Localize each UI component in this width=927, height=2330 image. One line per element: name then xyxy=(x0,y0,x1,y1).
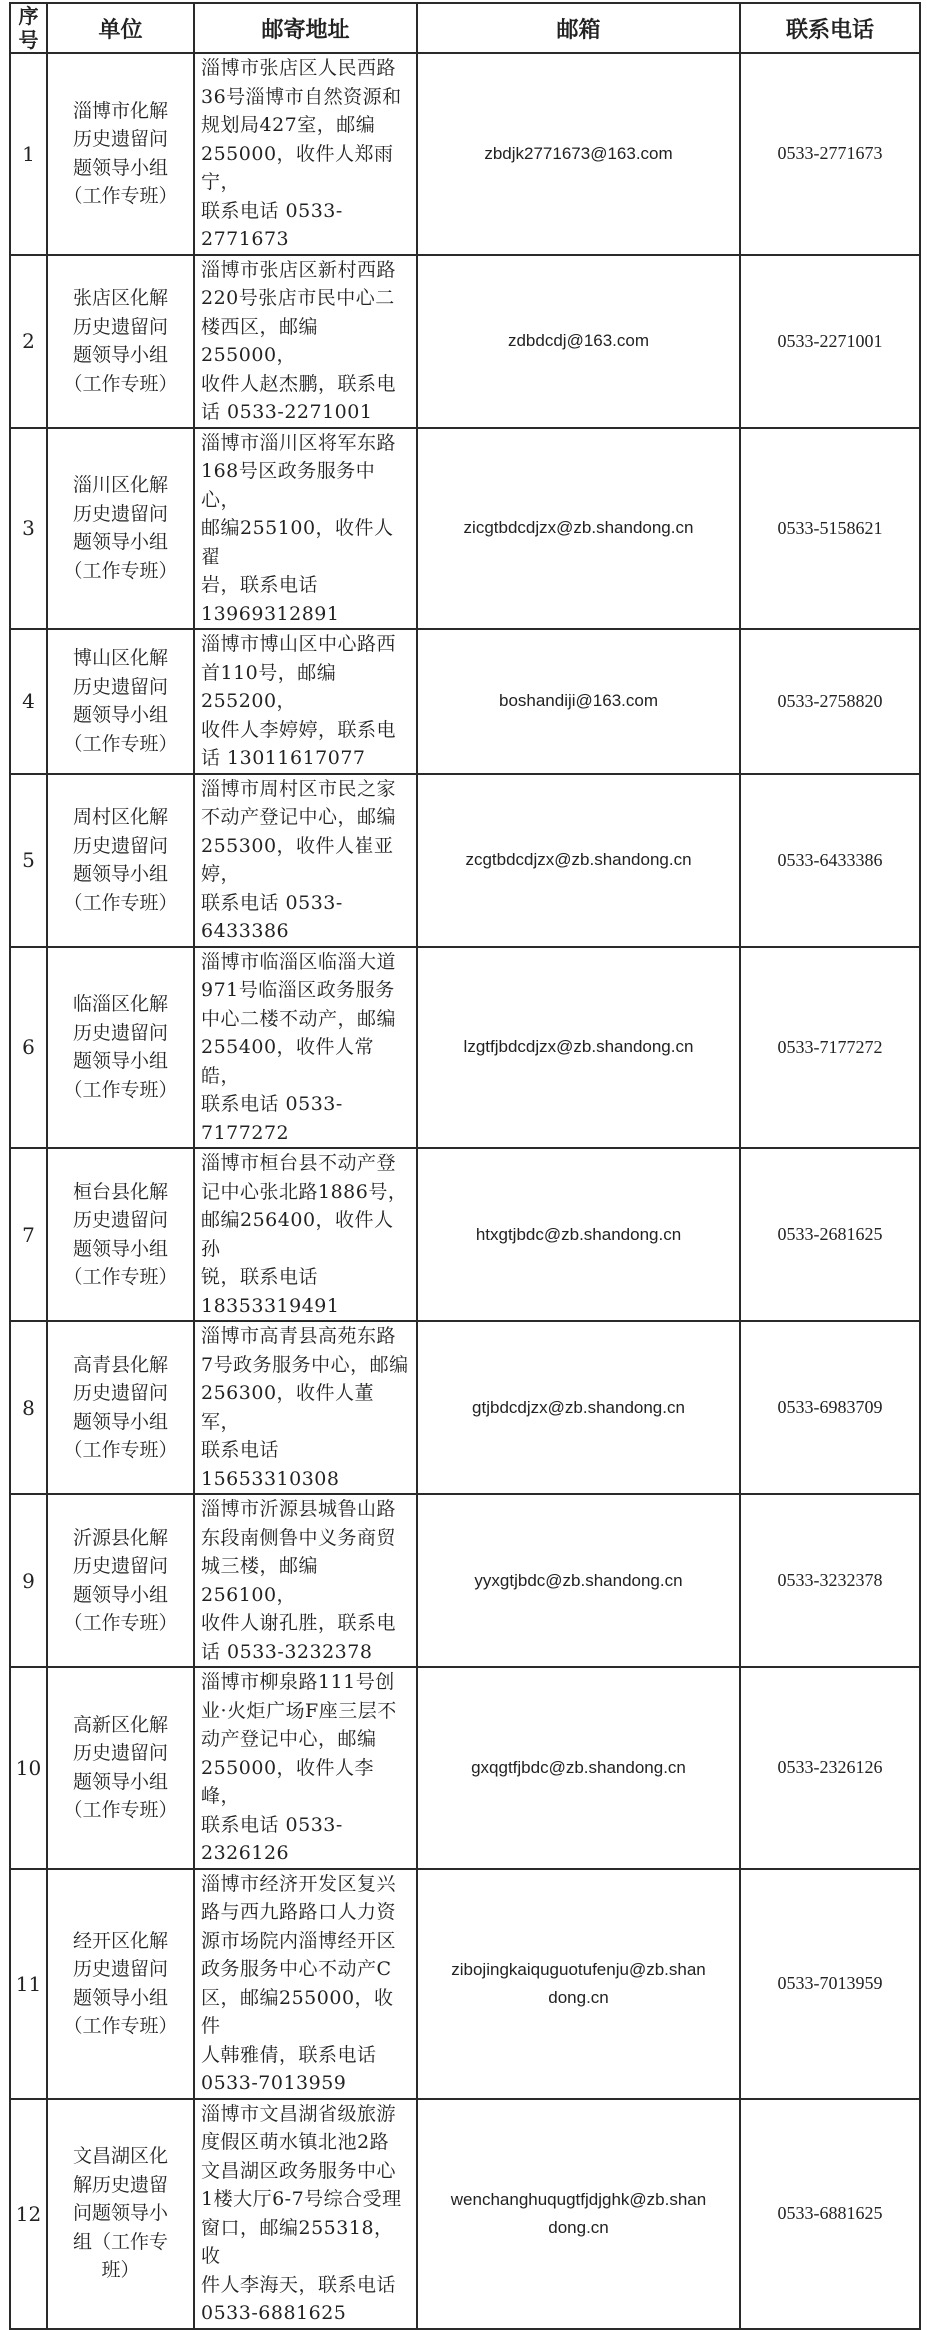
unit-cell xyxy=(47,1667,194,1869)
address-cell xyxy=(194,1494,417,1667)
row-number-text: 12 xyxy=(15,2201,42,2226)
address-cell-text: 淄博市临淄区临淄大道 971号临淄区政务服务 中心二楼不动产，邮编 255400，收件人常皓， 联系电话 0533-7177272 xyxy=(201,950,397,1144)
address-cell-text: 淄博市博山区中心路西 首110号，邮编255200， 收件人李婷婷，联系电 话 13011617077 xyxy=(201,633,397,769)
row-number-text: 9 xyxy=(22,1568,35,1593)
unit-cell-text: 淄川区化解 历史遗留问 题领导小组 （工作专班） xyxy=(63,474,178,582)
table-row xyxy=(10,2099,920,2329)
phone-cell xyxy=(740,774,920,947)
email-cell-text: zcgtbdcdjzx@zb.shandong.cn xyxy=(465,850,692,869)
email-cell[interactable] xyxy=(417,1667,740,1869)
row-number-text: 1 xyxy=(22,141,35,166)
address-cell-text: 淄博市淄川区将军东路 168号区政务服务中心， 邮编255100，收件人翟 岩，联系电话 13969312891 xyxy=(201,431,397,625)
unit-cell xyxy=(47,53,194,255)
row-number-text: 11 xyxy=(15,1971,42,1996)
email-cell[interactable] xyxy=(417,53,740,255)
phone-cell-text: 0533-2681625 xyxy=(777,1224,883,1244)
table-row xyxy=(10,255,920,428)
address-cell-text: 淄博市张店区人民西路 36号淄博市自然资源和 规划局427室，邮编 255000，收件人郑雨宁， 联系电话 0533-2771673 xyxy=(201,57,402,250)
phone-cell-text: 0533-2758820 xyxy=(777,690,883,711)
phone-cell-text: 0533-2326126 xyxy=(777,1757,883,1778)
address-cell xyxy=(194,1667,417,1869)
table-row xyxy=(10,1494,920,1667)
unit-cell-text: 经开区化解 历史遗留问 题领导小组 （工作专班） xyxy=(63,1929,178,2037)
unit-cell xyxy=(47,1321,194,1494)
email-cell-text: zibojingkaiquguotufenju@zb.shan dong.cn xyxy=(451,1959,706,2007)
unit-cell-text: 高新区化解 历史遗留问 题领导小组 （工作专班） xyxy=(63,1713,178,1822)
address-cell xyxy=(194,774,417,947)
row-number xyxy=(10,1148,47,1321)
table-row xyxy=(10,774,920,947)
contact-table xyxy=(9,2,921,2330)
row-number-text: 6 xyxy=(22,1035,35,1060)
address-cell xyxy=(194,947,417,1149)
address-cell-text: 淄博市高青县高苑东路 7号政务服务中心，邮编 256300，收件人董军， 联系电话 15653310308 xyxy=(201,1325,409,1490)
address-cell xyxy=(194,2099,417,2329)
row-number-text: 5 xyxy=(22,848,35,872)
address-cell xyxy=(194,1869,417,2099)
phone-cell-text: 0533-5158621 xyxy=(777,517,883,538)
address-cell-text: 淄博市桓台县不动产登 记中心张北路1886号， 邮编256400，收件人孙 锐，联系电话 18353319491 xyxy=(201,1152,408,1317)
phone-cell xyxy=(740,1869,920,2099)
header-address: 邮寄地址 xyxy=(194,3,417,53)
unit-cell xyxy=(47,947,194,1149)
row-number xyxy=(10,428,47,630)
row-number xyxy=(10,1494,47,1667)
phone-cell-text: 0533-2271001 xyxy=(777,330,883,351)
phone-cell-text: 0533-7013959 xyxy=(777,1973,883,1993)
unit-cell-text: 淄博市化解 历史遗留问 题领导小组 （工作专班） xyxy=(63,99,178,208)
phone-cell-text: 0533-3232378 xyxy=(777,1570,883,1590)
phone-cell xyxy=(740,1494,920,1667)
phone-cell xyxy=(740,53,920,255)
table-row xyxy=(10,1321,920,1494)
unit-cell-text: 文昌湖区化 解历史遗留 问题领导小 组（工作专 班） xyxy=(72,2145,168,2282)
email-cell-text: zicgtbdcdjzx@zb.shandong.cn xyxy=(463,518,694,538)
email-cell-text: zbdjk2771673@163.com xyxy=(484,143,673,163)
phone-cell xyxy=(740,255,920,428)
address-cell xyxy=(194,629,417,774)
header-row xyxy=(10,3,920,53)
email-cell[interactable] xyxy=(417,1869,740,2099)
unit-cell xyxy=(47,629,194,774)
phone-cell-text: 0533-2771673 xyxy=(777,143,883,164)
address-cell-text: 淄博市文昌湖省级旅游 度假区萌水镇北池2路 文昌湖区政务服务中心 1楼大厅6-7号综合受理 窗口，邮编255318，收 件人李海天，联系电话 0533-6881625 xyxy=(201,2102,402,2324)
unit-cell xyxy=(47,774,194,947)
address-cell-text: 淄博市经济开发区复兴 路与西九路路口人力资 源市场院内淄博经开区 政务服务中心不动产C 区，邮编255000，收件 人韩雅倩，联系电话 0533-7013959 xyxy=(201,1872,397,2094)
row-number-text: 4 xyxy=(22,689,35,714)
address-cell-text: 淄博市周村区市民之家 不动产登记中心，邮编 255300，收件人崔亚婷， 联系电话 0533-6433386 xyxy=(201,777,397,942)
header-num: 序号 xyxy=(10,3,47,53)
phone-cell-text: 0533-6433386 xyxy=(777,849,883,870)
email-cell[interactable] xyxy=(417,428,740,630)
address-cell xyxy=(194,1321,417,1494)
row-number xyxy=(10,255,47,428)
address-cell xyxy=(194,1148,417,1321)
address-cell-text: 淄博市柳泉路111号创 业·火炬广场F座三层不 动产登记中心，邮编 255000，收件人李峰， 联系电话 0533-2326126 xyxy=(201,1671,397,1864)
email-cell[interactable] xyxy=(417,1494,740,1667)
unit-cell xyxy=(47,255,194,428)
unit-cell-text: 高青县化解 历史遗留问 题领导小组 （工作专班） xyxy=(63,1353,178,1461)
email-cell[interactable] xyxy=(417,774,740,947)
email-cell-text: gxqgtfjbdc@zb.shandong.cn xyxy=(471,1757,686,1777)
phone-cell xyxy=(740,2099,920,2329)
row-number-text: 2 xyxy=(22,329,35,353)
unit-cell-text: 博山区化解 历史遗留问 题领导小组 （工作专班） xyxy=(63,647,178,755)
row-number-text: 7 xyxy=(22,1222,35,1247)
email-cell-text: gtjbdcdjzx@zb.shandong.cn xyxy=(472,1397,685,1417)
address-cell-text: 淄博市沂源县城鲁山路 东段南侧鲁中义务商贸 城三楼，邮编256100， 收件人谢孔胜，联系电 话 0533-3232378 xyxy=(201,1498,397,1663)
phone-cell-text: 0533-7177272 xyxy=(777,1036,883,1057)
email-cell[interactable] xyxy=(417,255,740,428)
unit-cell xyxy=(47,2099,194,2329)
unit-cell-text: 沂源县化解 历史遗留问 题领导小组 （工作专班） xyxy=(63,1526,178,1634)
address-cell xyxy=(194,255,417,428)
email-cell[interactable] xyxy=(417,1321,740,1494)
row-number xyxy=(10,1321,47,1494)
table-row xyxy=(10,1869,920,2099)
row-number-text: 10 xyxy=(15,1755,42,1780)
email-cell[interactable] xyxy=(417,947,740,1149)
email-cell-text: zdbdcdj@163.com xyxy=(507,331,650,350)
unit-cell-text: 临淄区化解 历史遗留问 题领导小组 （工作专班） xyxy=(63,993,178,1101)
email-cell-text: wenchanghuqugtfjdjghk@zb.shan dong.cn xyxy=(450,2189,707,2237)
unit-cell-text: 桓台县化解 历史遗留问 题领导小组 （工作专班） xyxy=(63,1180,178,1288)
row-number xyxy=(10,53,47,255)
unit-cell xyxy=(47,1494,194,1667)
table-row xyxy=(10,1148,920,1321)
unit-cell xyxy=(47,428,194,630)
unit-cell xyxy=(47,1148,194,1321)
row-number-text: 8 xyxy=(22,1395,35,1420)
phone-cell-text: 0533-6881625 xyxy=(777,2203,883,2223)
email-cell[interactable] xyxy=(417,1148,740,1321)
email-cell-text: htxgtjbdc@zb.shandong.cn xyxy=(475,1224,682,1244)
row-number xyxy=(10,1667,47,1869)
unit-cell-text: 张店区化解 历史遗留问 题领导小组 （工作专班） xyxy=(63,287,178,395)
phone-cell xyxy=(740,1667,920,1869)
email-cell[interactable] xyxy=(417,2099,740,2329)
address-cell xyxy=(194,428,417,630)
address-cell xyxy=(194,53,417,255)
phone-cell xyxy=(740,947,920,1149)
phone-cell xyxy=(740,1148,920,1321)
table-row xyxy=(10,947,920,1149)
unit-cell-text: 周村区化解 历史遗留问 题领导小组 （工作专班） xyxy=(63,806,178,914)
header-phone: 联系电话 xyxy=(740,3,920,53)
row-number-text: 3 xyxy=(22,516,35,541)
address-cell-text: 淄博市张店区新村西路 220号张店市民中心二 楼西区，邮编255000， 收件人赵杰鹏，联系电 话 0533-2271001 xyxy=(201,258,397,423)
row-number xyxy=(10,2099,47,2329)
phone-cell xyxy=(740,629,920,774)
email-cell-text: lzgtfjbdcdjzx@zb.shandong.cn xyxy=(463,1037,694,1057)
row-number xyxy=(10,947,47,1149)
row-number xyxy=(10,1869,47,2099)
table-row xyxy=(10,1667,920,1869)
header-unit: 单位 xyxy=(47,3,194,53)
header-email: 邮箱 xyxy=(417,3,740,53)
email-cell[interactable] xyxy=(417,629,740,774)
email-cell-text: yyxgtjbdc@zb.shandong.cn xyxy=(474,1570,683,1590)
row-number xyxy=(10,629,47,774)
table-row xyxy=(10,53,920,255)
table-row xyxy=(10,629,920,774)
phone-cell xyxy=(740,428,920,630)
table-row xyxy=(10,428,920,630)
email-cell-text: boshandiji@163.com xyxy=(498,691,659,711)
phone-cell xyxy=(740,1321,920,1494)
unit-cell xyxy=(47,1869,194,2099)
phone-cell-text: 0533-6983709 xyxy=(777,1397,883,1417)
row-number xyxy=(10,774,47,947)
